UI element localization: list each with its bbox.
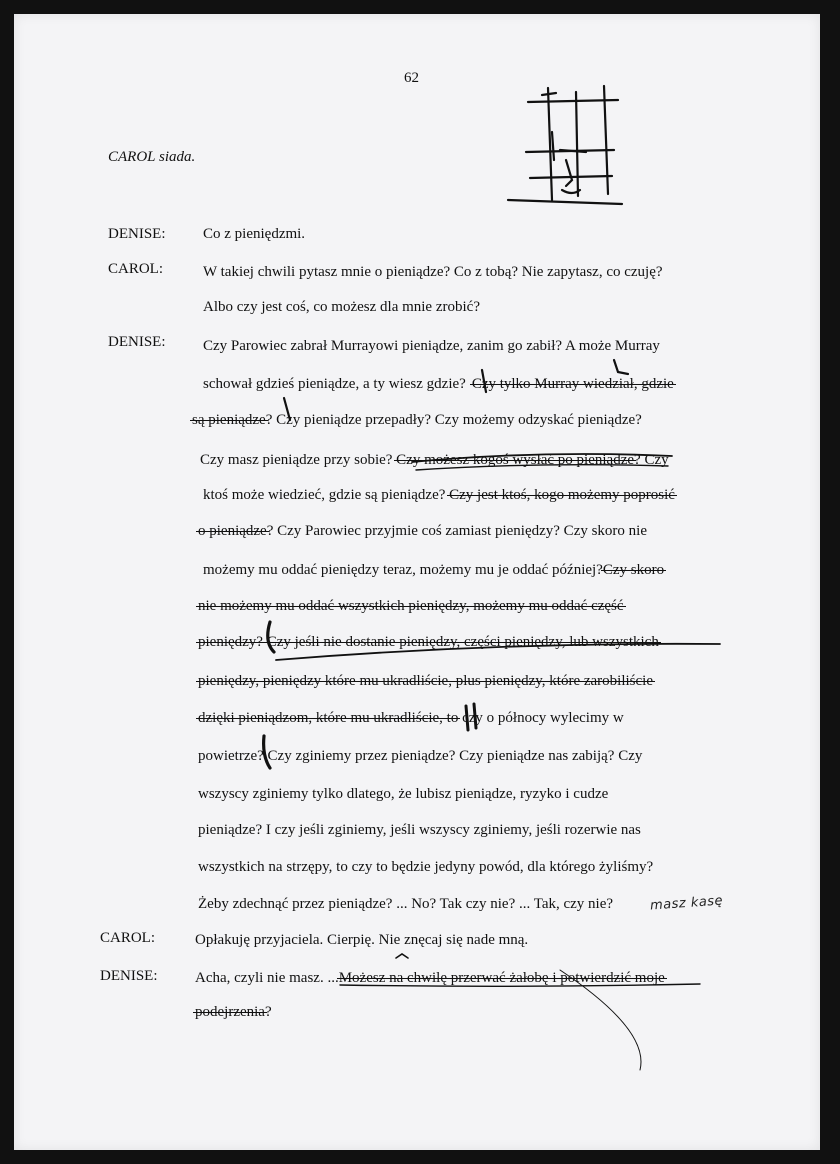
struck-text: Czy możesz kogoś wysłać po pieniądze bbox=[396, 452, 635, 468]
dialogue-line bbox=[203, 376, 674, 393]
struck-text: są pieniądze bbox=[192, 412, 266, 428]
dialogue-line bbox=[195, 970, 665, 987]
speaker-denise: DENISE: bbox=[108, 334, 166, 350]
text-span: ? Czy Parowiec przyjmie coś zamiast pieniędzy? Czy skoro nie bbox=[266, 523, 648, 539]
page-number: 62 bbox=[404, 70, 419, 86]
dialogue-line bbox=[203, 562, 664, 579]
dialogue-line bbox=[200, 452, 669, 469]
struck-text: podejrzenia bbox=[195, 1004, 265, 1020]
text-span: ktoś może wiedzieć, gdzie są pieniądze? bbox=[203, 487, 446, 503]
speaker-carol: CAROL: bbox=[100, 930, 156, 946]
dialogue-line: Albo czy jest coś, co możesz dla mnie zrobić? bbox=[203, 299, 480, 315]
struck-text: Czy jest ktoś, kogo możemy poprosić bbox=[449, 487, 675, 503]
text-span: czy o północy wylecimy w bbox=[458, 710, 624, 726]
struck-text: Czy jeśli nie dostanie pieniędzy, części pieniędzy, lub wszystkich bbox=[266, 634, 659, 650]
dialogue-line: Co z pieniędzmi. bbox=[203, 226, 306, 242]
dialogue-line: Czy Parowiec zabrał Murrayowi pieniądze, zanim go zabił? A może Murray bbox=[203, 338, 660, 354]
speaker-denise: DENISE: bbox=[108, 226, 166, 242]
dialogue-line bbox=[198, 673, 653, 690]
text-span: Acha, czyli nie masz. ... bbox=[195, 970, 339, 986]
dialogue-line: Żeby zdechnąć przez pieniądze? ... No? Tak czy nie? ... Tak, czy nie? bbox=[198, 896, 614, 912]
dialogue-line: pieniądze? I czy jeśli zginiemy, jeśli wszyscy zginiemy, jeśli rozerwie nas bbox=[198, 822, 641, 838]
speaker-carol: CAROL: bbox=[108, 261, 164, 277]
dialogue-line bbox=[198, 634, 659, 651]
text-span: możemy mu oddać pieniędzy teraz, możemy mu je oddać później? bbox=[203, 562, 603, 578]
dialogue-line bbox=[195, 1004, 272, 1021]
speaker-denise: DENISE: bbox=[100, 968, 158, 984]
text-span: Czy masz pieniądze przy sobie? bbox=[200, 452, 393, 468]
struck-text: Możesz na chwilę przerwać żałobę i potwierdzić moje bbox=[338, 970, 665, 986]
text-span: ? Czy bbox=[634, 452, 669, 468]
dialogue-line bbox=[198, 598, 624, 615]
struck-text: Czy skoro bbox=[602, 562, 665, 578]
dialogue-line bbox=[203, 487, 675, 504]
dialogue-line: wszyscy zginiemy tylko dlatego, że lubisz pieniądze, ryzyko i cudze bbox=[198, 786, 609, 802]
text-span: ? bbox=[264, 1004, 272, 1020]
struck-text: Czy tylko Murray wiedział, gdzie bbox=[471, 376, 674, 392]
dialogue-line bbox=[198, 523, 647, 540]
struck-text: nie możemy mu oddać wszystkich pieniędzy, możemy mu oddać część bbox=[198, 598, 624, 614]
dialogue-line bbox=[192, 412, 642, 429]
handwritten-note: masz kasę bbox=[649, 893, 724, 914]
dialogue-line: wszystkich na strzępy, to czy to będzie jedyny powód, dla którego żyliśmy? bbox=[198, 859, 654, 875]
stage-direction: CAROL siada. bbox=[108, 149, 196, 165]
dialogue-line: Opłakuję przyjaciela. Cierpię. Nie znęcaj się nade mną. bbox=[195, 932, 529, 948]
dialogue-line: W takiej chwili pytasz mnie o pieniądze? Co z tobą? Nie zapytasz, co czuję? bbox=[203, 264, 663, 280]
struck-text: pieniędzy, pieniędzy które mu ukradliście, plus pieniędzy, które zarobiliście bbox=[198, 673, 653, 689]
dialogue-line: powietrze? Czy zginiemy przez pieniądze? Czy pieniądze nas zabiją? Czy bbox=[198, 748, 643, 764]
struck-text: dzięki pieniądzom, które mu ukradliście, to bbox=[198, 710, 459, 726]
text-span: ? Czy pieniądze przepadły? Czy możemy odzyskać pieniądze? bbox=[265, 412, 642, 428]
struck-text: pieniędzy? bbox=[198, 634, 263, 650]
struck-text: o pieniądze bbox=[198, 523, 267, 539]
text-span: schował gdzieś pieniądze, a ty wiesz gdzie? bbox=[203, 376, 466, 392]
dialogue-line bbox=[198, 710, 624, 727]
